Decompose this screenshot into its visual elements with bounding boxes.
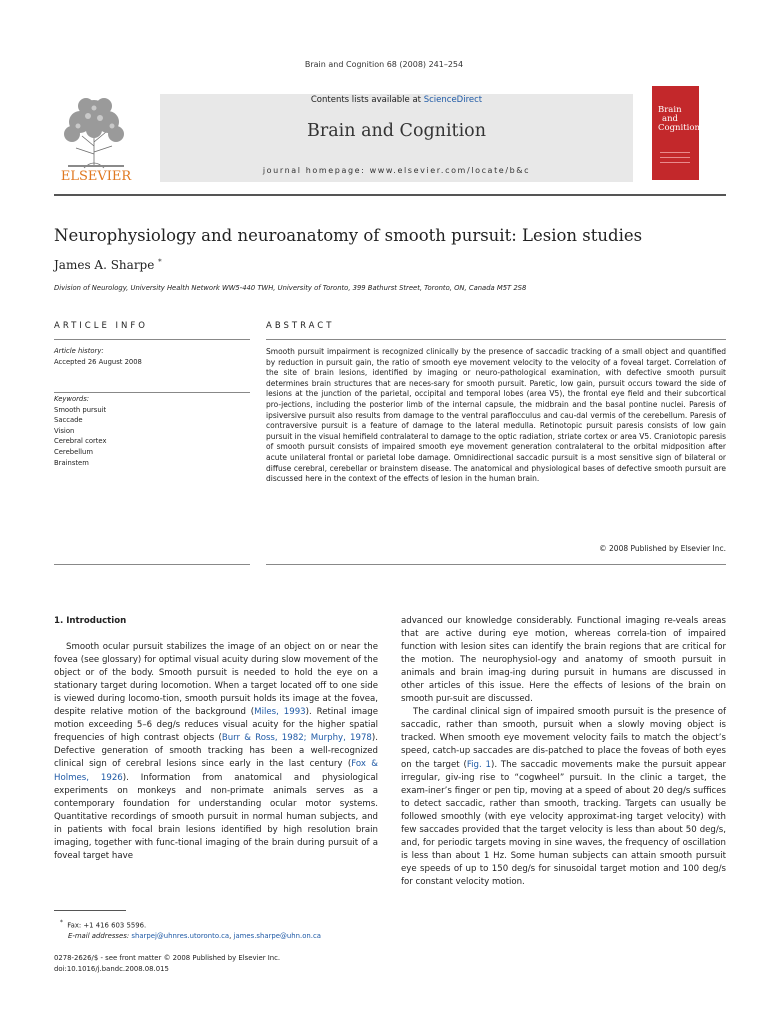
abstract-copyright: © 2008 Published by Elsevier Inc. <box>599 544 726 553</box>
abstract-text: Smooth pursuit impairment is recognized clinically by the presence of saccadic tracking of a small object and quantified by reduction in pursuit gain, the ratio of smooth eye movement velocity to the velocity of a foveal target. Correlation of the site of brain lesions, identified by imaging or neuro-pathological examination, with defective smooth pursuit determines brain structures that are neces-sary for smooth pursuit. Paretic, low gain, pursuit occurs toward the side of lesions at the junction of the parietal, occipital and temporal lobes (area V5), the frontal eye field and their subcortical pro-jections, including the posterior limb of the internal capsule, the midbrain and the basal pontine nuclei. Paresis of ipsiversive pursuit also results from damage to the ventral paraflocculus and cau-dal vermis of the cerebellum. Paresis of contraversive pursuit is a feature of damage to the lateral medulla. Retinotopic pursuit paresis consists of low gain pursuit in the visual hemifield contralateral to damage to the optic radiation, striate cortex or area V5. Craniotopic paresis of smooth pursuit consists of impaired smooth eye movement generation contralateral to the orbital midposition after acute unilateral frontal or parietal lobe damage. Omnidirectional saccadic pursuit is a most sensitive sign of bilateral or diffuse cerebral, cerebellar or brainstem disease. The anatomical and physiological bases of defective smooth pursuit are discussed here in the context of the effects of lesion in the human brain. <box>266 347 726 484</box>
email-link[interactable]: sharpej@uhnres.utoronto.ca <box>131 932 230 941</box>
divider <box>266 339 726 340</box>
keyword-item: Cerebral cortex <box>54 437 107 446</box>
reference-link[interactable]: Burr & Ross, 1982; Murphy, 1978 <box>221 733 372 744</box>
article-info-heading: ARTICLE INFO <box>54 321 148 331</box>
history-value: Accepted 26 August 2008 <box>54 357 142 366</box>
divider <box>54 564 250 565</box>
divider <box>266 564 726 565</box>
affiliation: Division of Neurology, University Health Network WW5-440 TWH, University of Toronto, 399 Bathurst Street, Toronto, ON, Canada M5T 2S8 <box>54 284 527 292</box>
paragraph: The cardinal clinical sign of impaired smooth pursuit is the presence of saccadic, rather than smooth, pursuit when a slowly moving object is tracked. When smooth eye movement velocity fails to match the object’s speed, catch-up saccades are dis-patched to place the foveas of both eyes on the target (Fig. 1). The saccadic movements make the pursuit appear irregular, giv-ing rise to “cogwheel” pursuit. In the clinic a target, the exam-iner’s finger or pen tip, moving at a speed of about 20 deg/s suffices to detect saccadic, rather than smooth, tracking. Targets can usually be followed smoothly (with eye velocity approximat-ing target velocity) with few saccades provided that the target velocity is less than about 50 deg/s, and, for periodic targets moving in sine waves, the frequency of oscillation is less than about 1 Hz. Some human subjects can attain smooth pursuit eye speeds of up to 150 deg/s for sinusoidal target motion and 100 deg/s for constant velocity motion. <box>401 707 726 887</box>
paragraph: Smooth ocular pursuit stabilizes the image of an object on or near the fovea (see glossary) for optimal visual acuity during slow movement of the object or of the body. Smooth pursuit is needed to hold the eye on a stationary target during locomotion. When a target located off to one side is viewed during locomo-tion, smooth pursuit holds its image at the fovea, despite relative motion of the background (Miles, 1993). Retinal image motion exceeding 5–6 deg/s reduces visual acuity for the higher spatial frequencies of high contrast objects (Burr & Ross, 1982; Murphy, 1978). Defective generation of smooth tracking has been a well-recognized clinical sign of cerebral lesions since early in the last century (Fox & Holmes, 1926). Information from anatomical and physiological experiments on monkeys and non-primate animals serves as a contemporary foundation for understanding ocular motor systems. Quantitative recordings of smooth pursuit in normal human subjects, and in patients with focal brain lesions identified by high resolution brain imaging, together with func-tional imaging of the brain during pursuit of a foveal target have <box>54 642 378 861</box>
email-label: E-mail addresses: <box>68 932 132 941</box>
keywords-block <box>54 394 107 468</box>
author-footnote-mark[interactable]: * <box>158 258 162 266</box>
doi-line[interactable]: doi:10.1016/j.bandc.2008.08.015 <box>54 965 169 973</box>
contents-prefix: Contents lists available at <box>310 95 424 105</box>
article-title: Neurophysiology and neuroanatomy of smooth pursuit: Lesion studies <box>54 226 643 245</box>
sciencedirect-link[interactable]: ScienceDirect <box>423 95 483 105</box>
journal-cover-thumbnail <box>652 86 699 180</box>
reference-link[interactable]: Fox & Holmes, 1926 <box>54 759 378 783</box>
issn-line: 0278-2626/$ - see front matter © 2008 Published by Elsevier Inc. <box>54 954 281 962</box>
reference-link[interactable]: Miles, 1993 <box>254 707 306 718</box>
journal-title: Brain and Cognition <box>307 121 486 141</box>
cover-title: Brain and Cognition <box>658 105 700 133</box>
divider <box>54 392 250 393</box>
keyword-item: Vision <box>54 426 75 435</box>
abstract-heading: ABSTRACT <box>266 321 335 331</box>
keyword-item: Cerebellum <box>54 447 93 456</box>
paragraph: advanced our knowledge considerably. Functional imaging re-veals areas that are active during eye motion, whereas correla-tion of impaired function with lesion sites can identify the brain regions that are critical for the motion. The neurophysiol-ogy and anatomy of smooth pursuit in animals and brain imag-ing during pursuit in humans are discussed in other articles of this issue. Here the effects of lesions of the brain on smooth pur-suit are discussed. <box>401 616 726 705</box>
elsevier-tree-icon <box>54 88 138 184</box>
body-column-right <box>401 615 726 889</box>
author-name: James A. Sharpe <box>54 258 155 272</box>
email-link[interactable]: james.sharpe@uhn.on.ca <box>233 932 321 941</box>
footnote: * Fax: +1 416 603 5596. E-mail addresses: sharpej@uhnres.utoronto.ca, james.sharpe@uhn.on.ca <box>60 920 321 941</box>
journal-citation: Brain and Cognition 68 (2008) 241–254 <box>304 60 464 69</box>
front-matter-info <box>54 953 394 975</box>
journal-homepage[interactable]: journal homepage: www.elsevier.com/locate/b&c <box>262 166 531 175</box>
divider <box>54 339 250 340</box>
fax-number: Fax: +1 416 603 5596. <box>67 921 147 930</box>
keyword-item: Saccade <box>54 416 83 425</box>
contents-line <box>160 95 633 105</box>
history-label: Article history: <box>54 347 104 355</box>
keywords-label: Keywords: <box>54 395 90 403</box>
elsevier-wordmark: ELSEVIER <box>60 169 132 184</box>
keyword-item: Brainstem <box>54 458 89 467</box>
footnote-rule <box>54 910 126 911</box>
figure-link[interactable]: Fig. 1 <box>466 759 492 770</box>
keyword-item: Smooth pursuit <box>54 405 107 414</box>
article-history <box>54 346 142 367</box>
header-rule <box>54 194 726 196</box>
elsevier-logo <box>54 88 138 184</box>
section-heading-introduction: 1. Introduction <box>54 616 127 626</box>
body-column-left <box>54 615 378 863</box>
author-line <box>54 258 162 272</box>
